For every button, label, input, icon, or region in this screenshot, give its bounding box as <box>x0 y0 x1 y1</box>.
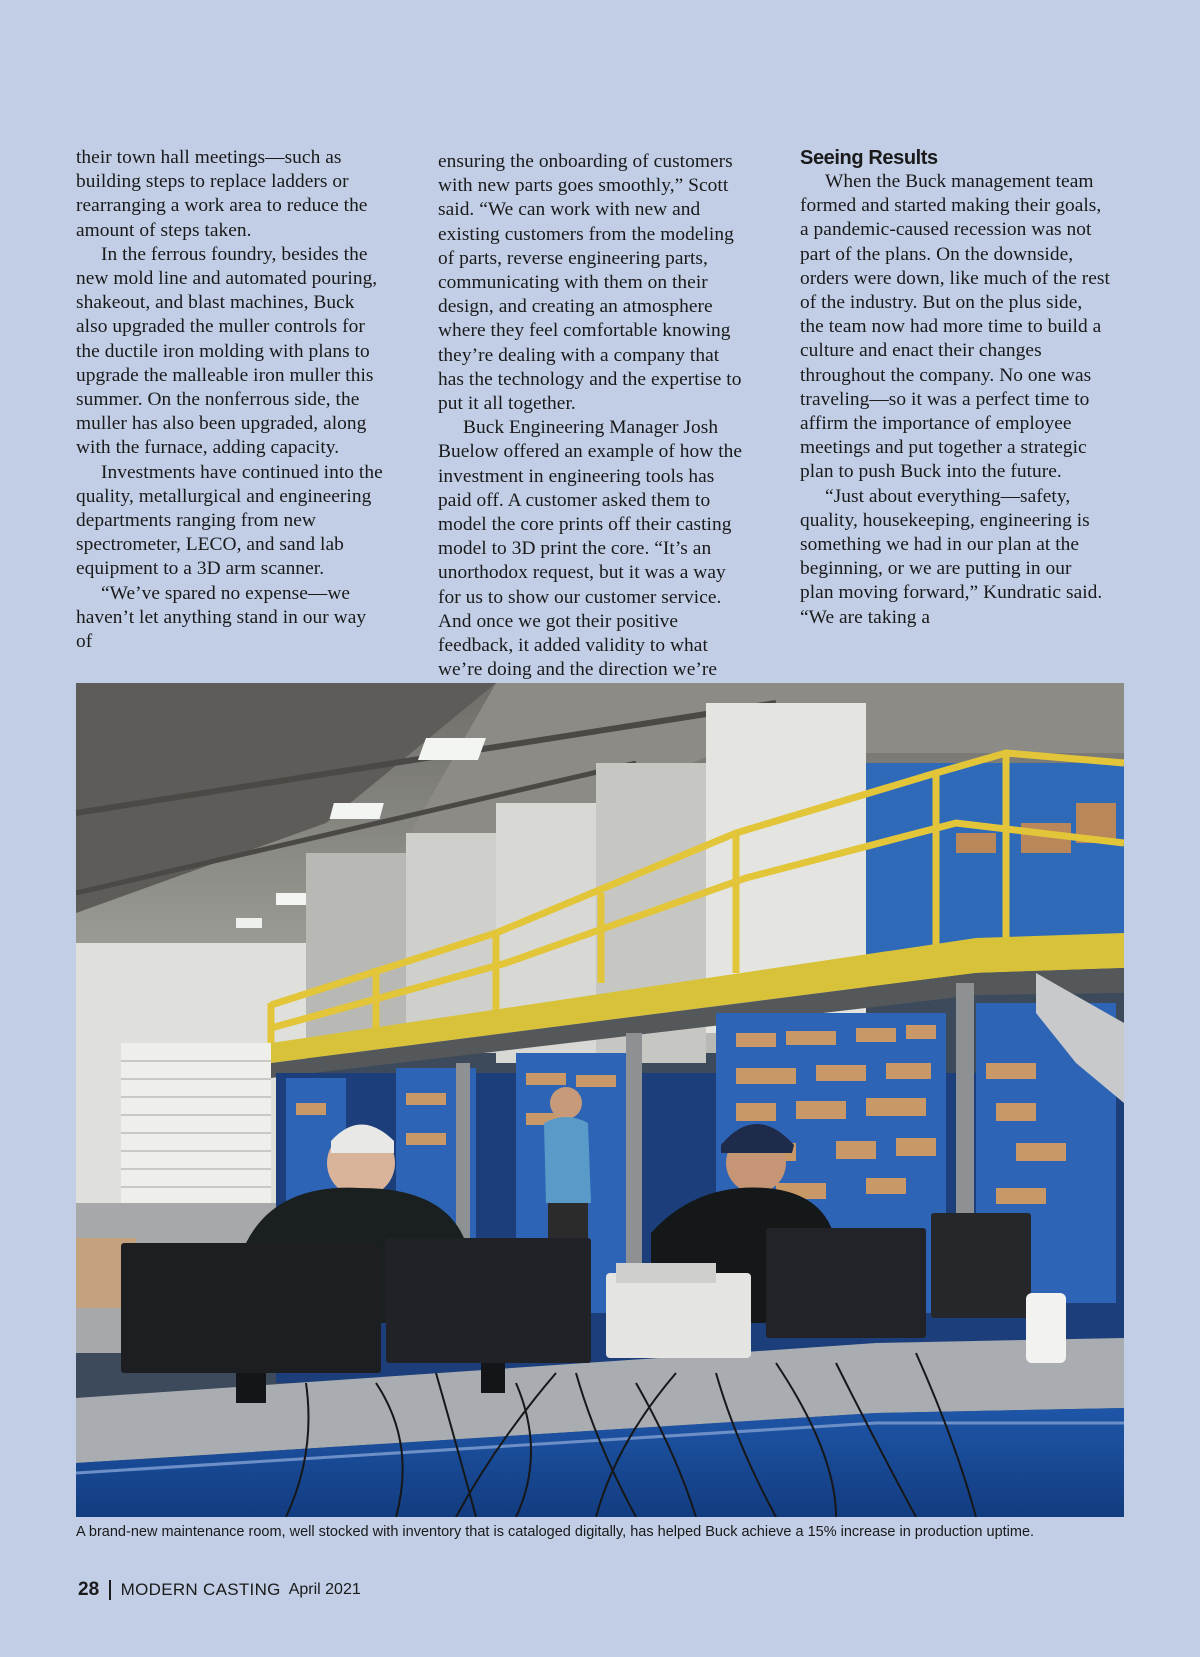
page-footer <box>78 1579 361 1601</box>
article-column-1 <box>76 146 386 654</box>
footer-divider <box>109 1580 111 1600</box>
paragraph: Buck Engineering Manager Josh Buelow offered an example of how the investment in engineering tools has paid off. A customer asked them to model the core prints off their casting model to 3D print the core. “It’s an unorthodox request, but it was a way for us to show our customer service. And once we got their positive feedback, it added validity to what we’re doing and the direction we’re <box>438 417 743 681</box>
photo-caption: A brand-new maintenance room, well stocked with inventory that is cataloged digitally, has helped Buck achieve a 15% increase in production uptime. <box>76 1524 1035 1540</box>
paragraph: When the Buck management team formed and started making their goals, a pandemic-caused recession was not part of the plans. On the downside, orders were down, like much of the rest of the industry. But on the plus side, the team now had more time to build a culture and enact their changes throughout the company. No one was traveling—so it was a perfect time to affirm the importance of employee meetings and put together a strategic plan to push Buck into the future. <box>800 171 1110 483</box>
paragraph: Investments have continued into the quality, metallurgical and engineering departments ranging from new spectrometer, LECO, and sand lab equipment to a 3D arm scanner. <box>76 461 383 580</box>
issue-date: April 2021 <box>288 1581 361 1598</box>
paragraph: their town hall meetings—such as building steps to replace ladders or rearranging a work area to reduce the amount of steps taken. <box>76 147 368 241</box>
magazine-name: MODERN CASTING <box>120 1580 281 1599</box>
section-heading: Seeing Results <box>800 147 938 169</box>
article-column-3 <box>800 146 1110 630</box>
article-column-2 <box>438 150 748 707</box>
paragraph: “Just about everything—safety, quality, housekeeping, engineering is something we had in our plan at the beginning, or we are putting in our plan moving forward,” Kundratic said. “We are taking a <box>800 485 1103 628</box>
paragraph: In the ferrous foundry, besides the new mold line and automated pouring, shakeout, and blast machines, Buck also upgraded the muller controls for the ductile iron molding with plans to upgrade the malleable iron muller this summer. On the nonferrous side, the muller has also been upgraded, along with the furnace, adding capacity. <box>76 243 378 459</box>
page-number: 28 <box>78 1579 100 1600</box>
paragraph: “We’ve spared no expense—we haven’t let anything stand in our way of <box>76 582 367 653</box>
paragraph: ensuring the onboarding of customers with new parts goes smoothly,” Scott said. “We can work with new and existing customers from the modeling of parts, reverse engineering parts, communicating with them on their design, and creating an atmosphere where they feel comfortable knowing they’re dealing with a company that has the technology and the expertise to put it all together. <box>438 151 742 415</box>
maintenance-room-photo <box>76 683 1124 1517</box>
